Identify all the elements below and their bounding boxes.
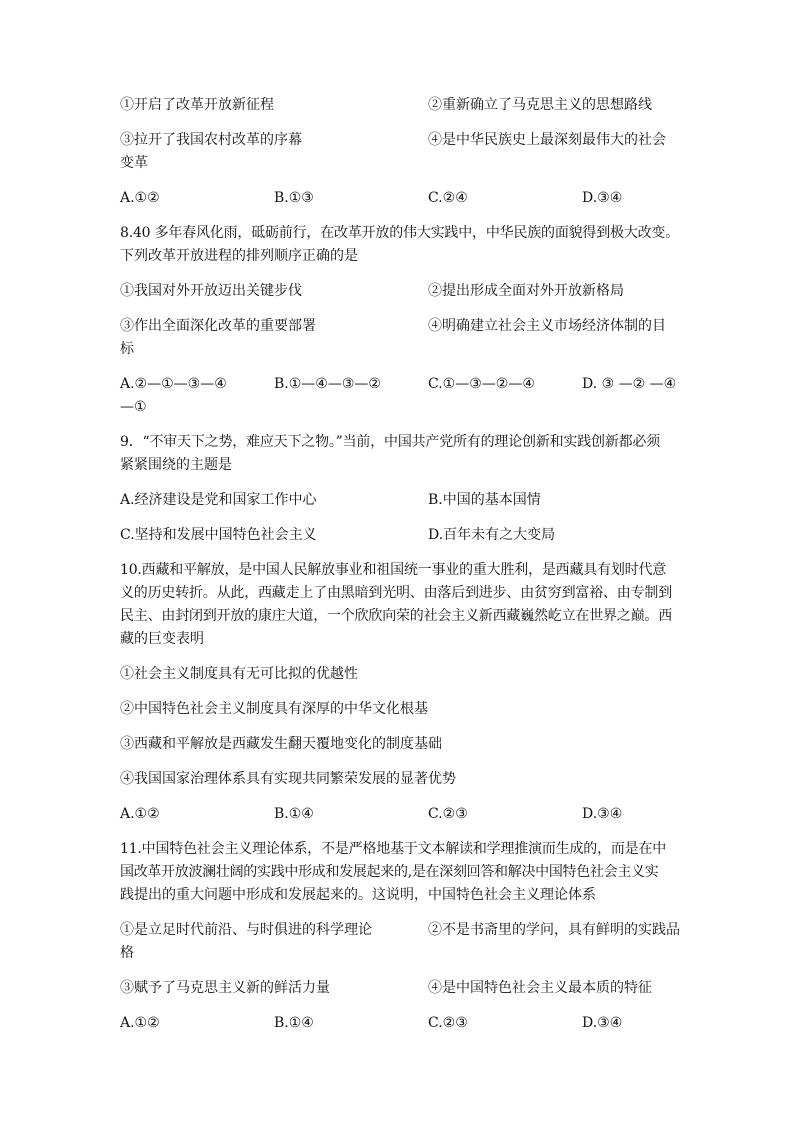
q8-choice-d-continued: —① xyxy=(120,399,147,415)
q9-option-a: A.经济建设是党和国家工作中心 xyxy=(120,492,317,508)
q10-option-2: ②中国特色社会主义制度具有深厚的中华文化根基 xyxy=(120,701,428,717)
exam-page xyxy=(120,94,680,1047)
q10-stem-line-2: 义的历史转折。从此，西藏走上了由黑暗到光明、由落后到进步、由贫穷到富裕、由专制到 xyxy=(120,585,672,601)
q9-option-c: C.坚持和发展中国特色社会主义 xyxy=(120,527,317,543)
q10-stem-line-4: 藏的巨变表明 xyxy=(120,631,204,647)
q8-choice-d: D. ③ —② —④ xyxy=(582,376,677,392)
q8-choices xyxy=(120,373,676,396)
q9-stem xyxy=(120,431,676,477)
q7-option-2: ②重新确立了马克思主义的思想路线 xyxy=(428,97,652,113)
q11-option-3: ③赋予了马克思主义新的鲜活力量 xyxy=(120,980,330,996)
q8-choice-a: A.②—①—③—④ xyxy=(120,376,227,392)
q7-option-4-continued: 变革 xyxy=(120,155,148,171)
q7-choices xyxy=(120,187,676,210)
q11-choice-a: A.①② xyxy=(120,1015,160,1031)
q8-option-4: ④明确建立社会主义市场经济体制的目 xyxy=(428,318,666,334)
q8-stem-line-2: 下列改革开放进程的排列顺序正确的是 xyxy=(120,248,358,264)
q11-stem xyxy=(120,838,676,907)
q8-option-1: ①我国对外开放迈出关键步伐 xyxy=(120,283,302,299)
q8-choice-b: B.①—④—③—② xyxy=(274,376,381,392)
q10-option-1: ①社会主义制度具有无可比拟的优越性 xyxy=(120,666,358,682)
q8-option-4-continued: 标 xyxy=(120,341,134,357)
q10-option-4: ④我国国家治理体系具有实现共同繁荣发展的显著优势 xyxy=(120,771,456,787)
q10-stem-line-3: 民主、由封闭到开放的康庄大道，一个欣欣向荣的社会主义新西藏巍然屹立在世界之巅。西 xyxy=(120,608,672,624)
q9-options-row2 xyxy=(120,524,676,547)
q11-choices xyxy=(120,1012,676,1035)
q7-option-4: ④是中华民族史上最深刻最伟大的社会 xyxy=(428,132,666,148)
q11-option-continued: 格 xyxy=(120,945,134,961)
q9-option-d: D.百年未有之大变局 xyxy=(428,527,556,543)
q8-option-3: ③作出全面深化改革的重要部署 xyxy=(120,318,316,334)
q10-option-3: ③西藏和平解放是西藏发生翻天覆地变化的制度基础 xyxy=(120,736,442,752)
q11-choice-b: B.①④ xyxy=(274,1015,314,1031)
q11-options-row2 xyxy=(120,977,676,1000)
q10-choices xyxy=(120,803,676,826)
q11-option-1: ①是立足时代前沿、与时俱进的科学理论 xyxy=(120,922,372,938)
q7-option-1: ①开启了改革开放新征程 xyxy=(120,97,274,113)
q9-stem-line-1: 9．“不审天下之势，难应天下之物。”当前，中国共产党所有的理论创新和实践创新都必须 xyxy=(120,434,661,450)
q8-option-2: ②提出形成全面对外开放新格局 xyxy=(428,283,624,299)
q9-option-b: B.中国的基本国情 xyxy=(428,492,541,508)
q10-stem xyxy=(120,559,676,651)
q11-option-2: ②不是书斋里的学问，具有鲜明的实践品 xyxy=(428,922,680,938)
q8-options-row2 xyxy=(120,315,676,338)
q11-choice-d: D.③④ xyxy=(582,1015,623,1031)
q8-options-row1 xyxy=(120,280,676,303)
q8-stem xyxy=(120,222,680,268)
q10-choice-d: D.③④ xyxy=(582,806,623,822)
q11-stem-line-1: 11.中国特色社会主义理论体系，不是严格地基于文本解读和学理推演而生成的，而是在中 xyxy=(120,841,667,857)
q7-choice-c: C.②④ xyxy=(428,190,468,206)
q9-options-row1 xyxy=(120,489,676,512)
q11-stem-line-3: 践提出的重大问题中形成和发展起来的。这说明，中国特色社会主义理论体系 xyxy=(120,887,596,903)
q10-stem-line-1: 10.西藏和平解放，是中国人民解放事业和祖国统一事业的重大胜利，是西藏具有划时代意 xyxy=(120,562,667,578)
q7-options-row2 xyxy=(120,129,676,152)
q11-stem-line-2: 国改革开放波澜壮阔的实践中形成和发展起来的,是在深刻回答和解决中国特色社会主义实 xyxy=(120,864,659,880)
q7-choice-d: D.③④ xyxy=(582,190,623,206)
q7-choice-a: A.①② xyxy=(120,190,160,206)
q7-choice-b: B.①③ xyxy=(274,190,314,206)
q10-choice-a: A.①② xyxy=(120,806,160,822)
q8-stem-line-1: 8.40 多年春风化雨，砥砺前行，在改革开放的伟大实践中，中华民族的面貌得到极大改变。 xyxy=(120,225,680,241)
q11-options-row1 xyxy=(120,919,680,942)
q11-choice-c: C.②③ xyxy=(428,1015,468,1031)
q10-choice-b: B.①④ xyxy=(274,806,314,822)
q9-stem-line-2: 紧紧围绕的主题是 xyxy=(120,457,232,473)
q8-choice-c: C.①—③—②—④ xyxy=(428,376,535,392)
q10-choice-c: C.②③ xyxy=(428,806,468,822)
q7-options-row1 xyxy=(120,94,676,117)
q7-option-3: ③拉开了我国农村改革的序幕 xyxy=(120,132,302,148)
q11-option-4: ④是中国特色社会主义最本质的特征 xyxy=(428,980,652,996)
